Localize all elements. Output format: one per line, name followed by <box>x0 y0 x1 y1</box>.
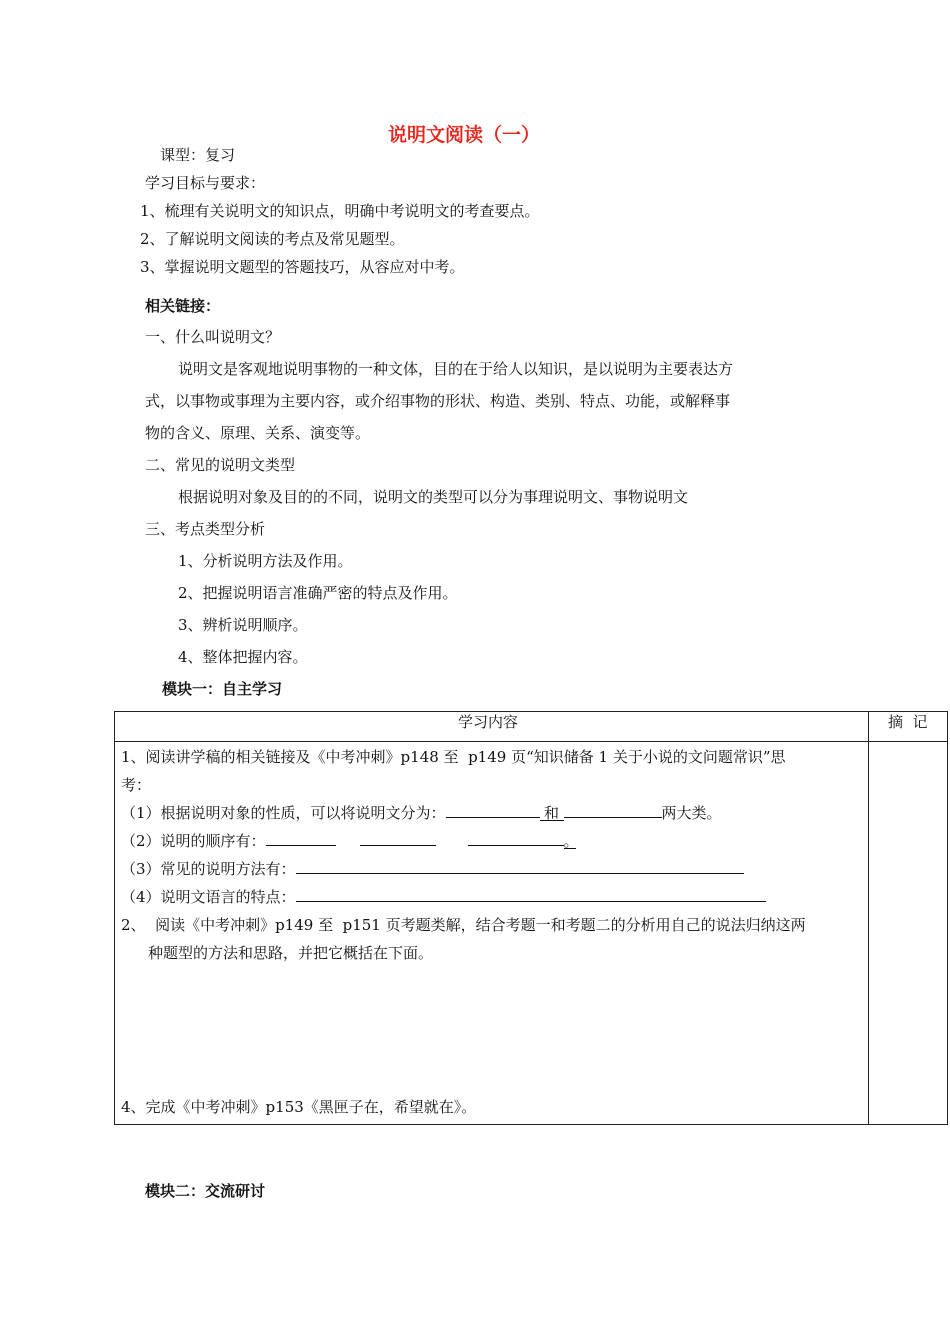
module1-heading: 模块一：自主学习 <box>162 680 283 698</box>
answer-blank[interactable] <box>266 831 336 846</box>
answer-blank-joiner: 和 <box>540 806 564 821</box>
answer-blank[interactable] <box>446 803 540 818</box>
question-1c-prefix: （3）常见的说明方法有： <box>121 860 296 878</box>
page-title: 说明文阅读（一） <box>388 124 541 146</box>
question-1-line1: 1、阅读讲学稿的相关链接及《中考冲刺》p148 至 p149 页“知识储备 1 关于小说的文问题常识”思 <box>121 748 786 766</box>
section-body-line: 式，以事物或事理为主要内容，或介绍事物的形状、构造、类别、特点、功能，或解释事 <box>145 392 731 410</box>
question-1-line2: 考： <box>121 776 152 794</box>
list-item: 4、整体把握内容。 <box>178 648 308 666</box>
section-body-line: 根据说明对象及目的的不同，说明文的类型可以分为事理说明文、事物说明文 <box>178 488 689 506</box>
goal-item: 2、了解说明文阅读的考点及常见题型。 <box>140 230 405 248</box>
section-heading: 一、什么叫说明文？ <box>145 328 281 346</box>
section-heading: 三、考点类型分析 <box>145 520 266 538</box>
section-body-line: 说明文是客观地说明事物的一种文体，目的在于给人以知识，是以说明为主要表达方 <box>178 360 734 378</box>
module2-heading: 模块二：交流研讨 <box>145 1182 266 1200</box>
links-heading: 相关链接： <box>145 297 221 315</box>
answer-blank[interactable] <box>296 859 744 874</box>
table-header-notes: 摘 记 <box>888 713 928 731</box>
question-1a-suffix: 两大类。 <box>661 804 722 822</box>
question-1d <box>121 887 766 907</box>
list-item: 1、分析说明方法及作用。 <box>178 552 353 570</box>
table-header-content: 学习内容 <box>458 713 519 731</box>
table-header-divider <box>114 741 948 742</box>
question-1d-prefix: （4）说明文语言的特点： <box>121 888 296 906</box>
section-heading: 二、常见的说明文类型 <box>145 456 296 474</box>
question-1a-prefix: （1）根据说明对象的性质，可以将说明文分为： <box>121 804 446 822</box>
question-1c <box>121 859 744 879</box>
lesson-type: 课型：复习 <box>160 146 236 164</box>
goal-item: 3、掌握说明文题型的答题技巧，从容应对中考。 <box>140 258 465 276</box>
list-item: 3、辨析说明顺序。 <box>178 616 308 634</box>
goals-heading: 学习目标与要求： <box>145 174 266 192</box>
answer-blank-end: 。 <box>563 832 579 850</box>
answer-blank[interactable] <box>468 831 564 846</box>
question-4: 4、完成《中考冲刺》p153《黑匣子在，希望就在》。 <box>121 1098 477 1116</box>
question-2-line1: 2、 阅读《中考冲刺》p149 至 p151 页考题类解，结合考题一和考题二的分析用自己的说法归纳这两 <box>121 916 806 934</box>
question-1b-prefix: （2）说明的顺序有： <box>121 832 266 850</box>
question-1b <box>121 831 579 851</box>
list-item: 2、把握说明语言准确严密的特点及作用。 <box>178 584 458 602</box>
answer-blank[interactable] <box>360 831 436 846</box>
goal-item: 1、梳理有关说明文的知识点，明确中考说明文的考查要点。 <box>140 202 540 220</box>
table-column-divider <box>868 711 869 1125</box>
question-2-line2: 种题型的方法和思路，并把它概括在下面。 <box>148 944 434 962</box>
question-1a <box>121 803 722 823</box>
answer-blank[interactable] <box>296 887 766 902</box>
answer-blank[interactable] <box>564 803 662 818</box>
section-body-line: 物的含义、原理、关系、演变等。 <box>145 424 371 442</box>
